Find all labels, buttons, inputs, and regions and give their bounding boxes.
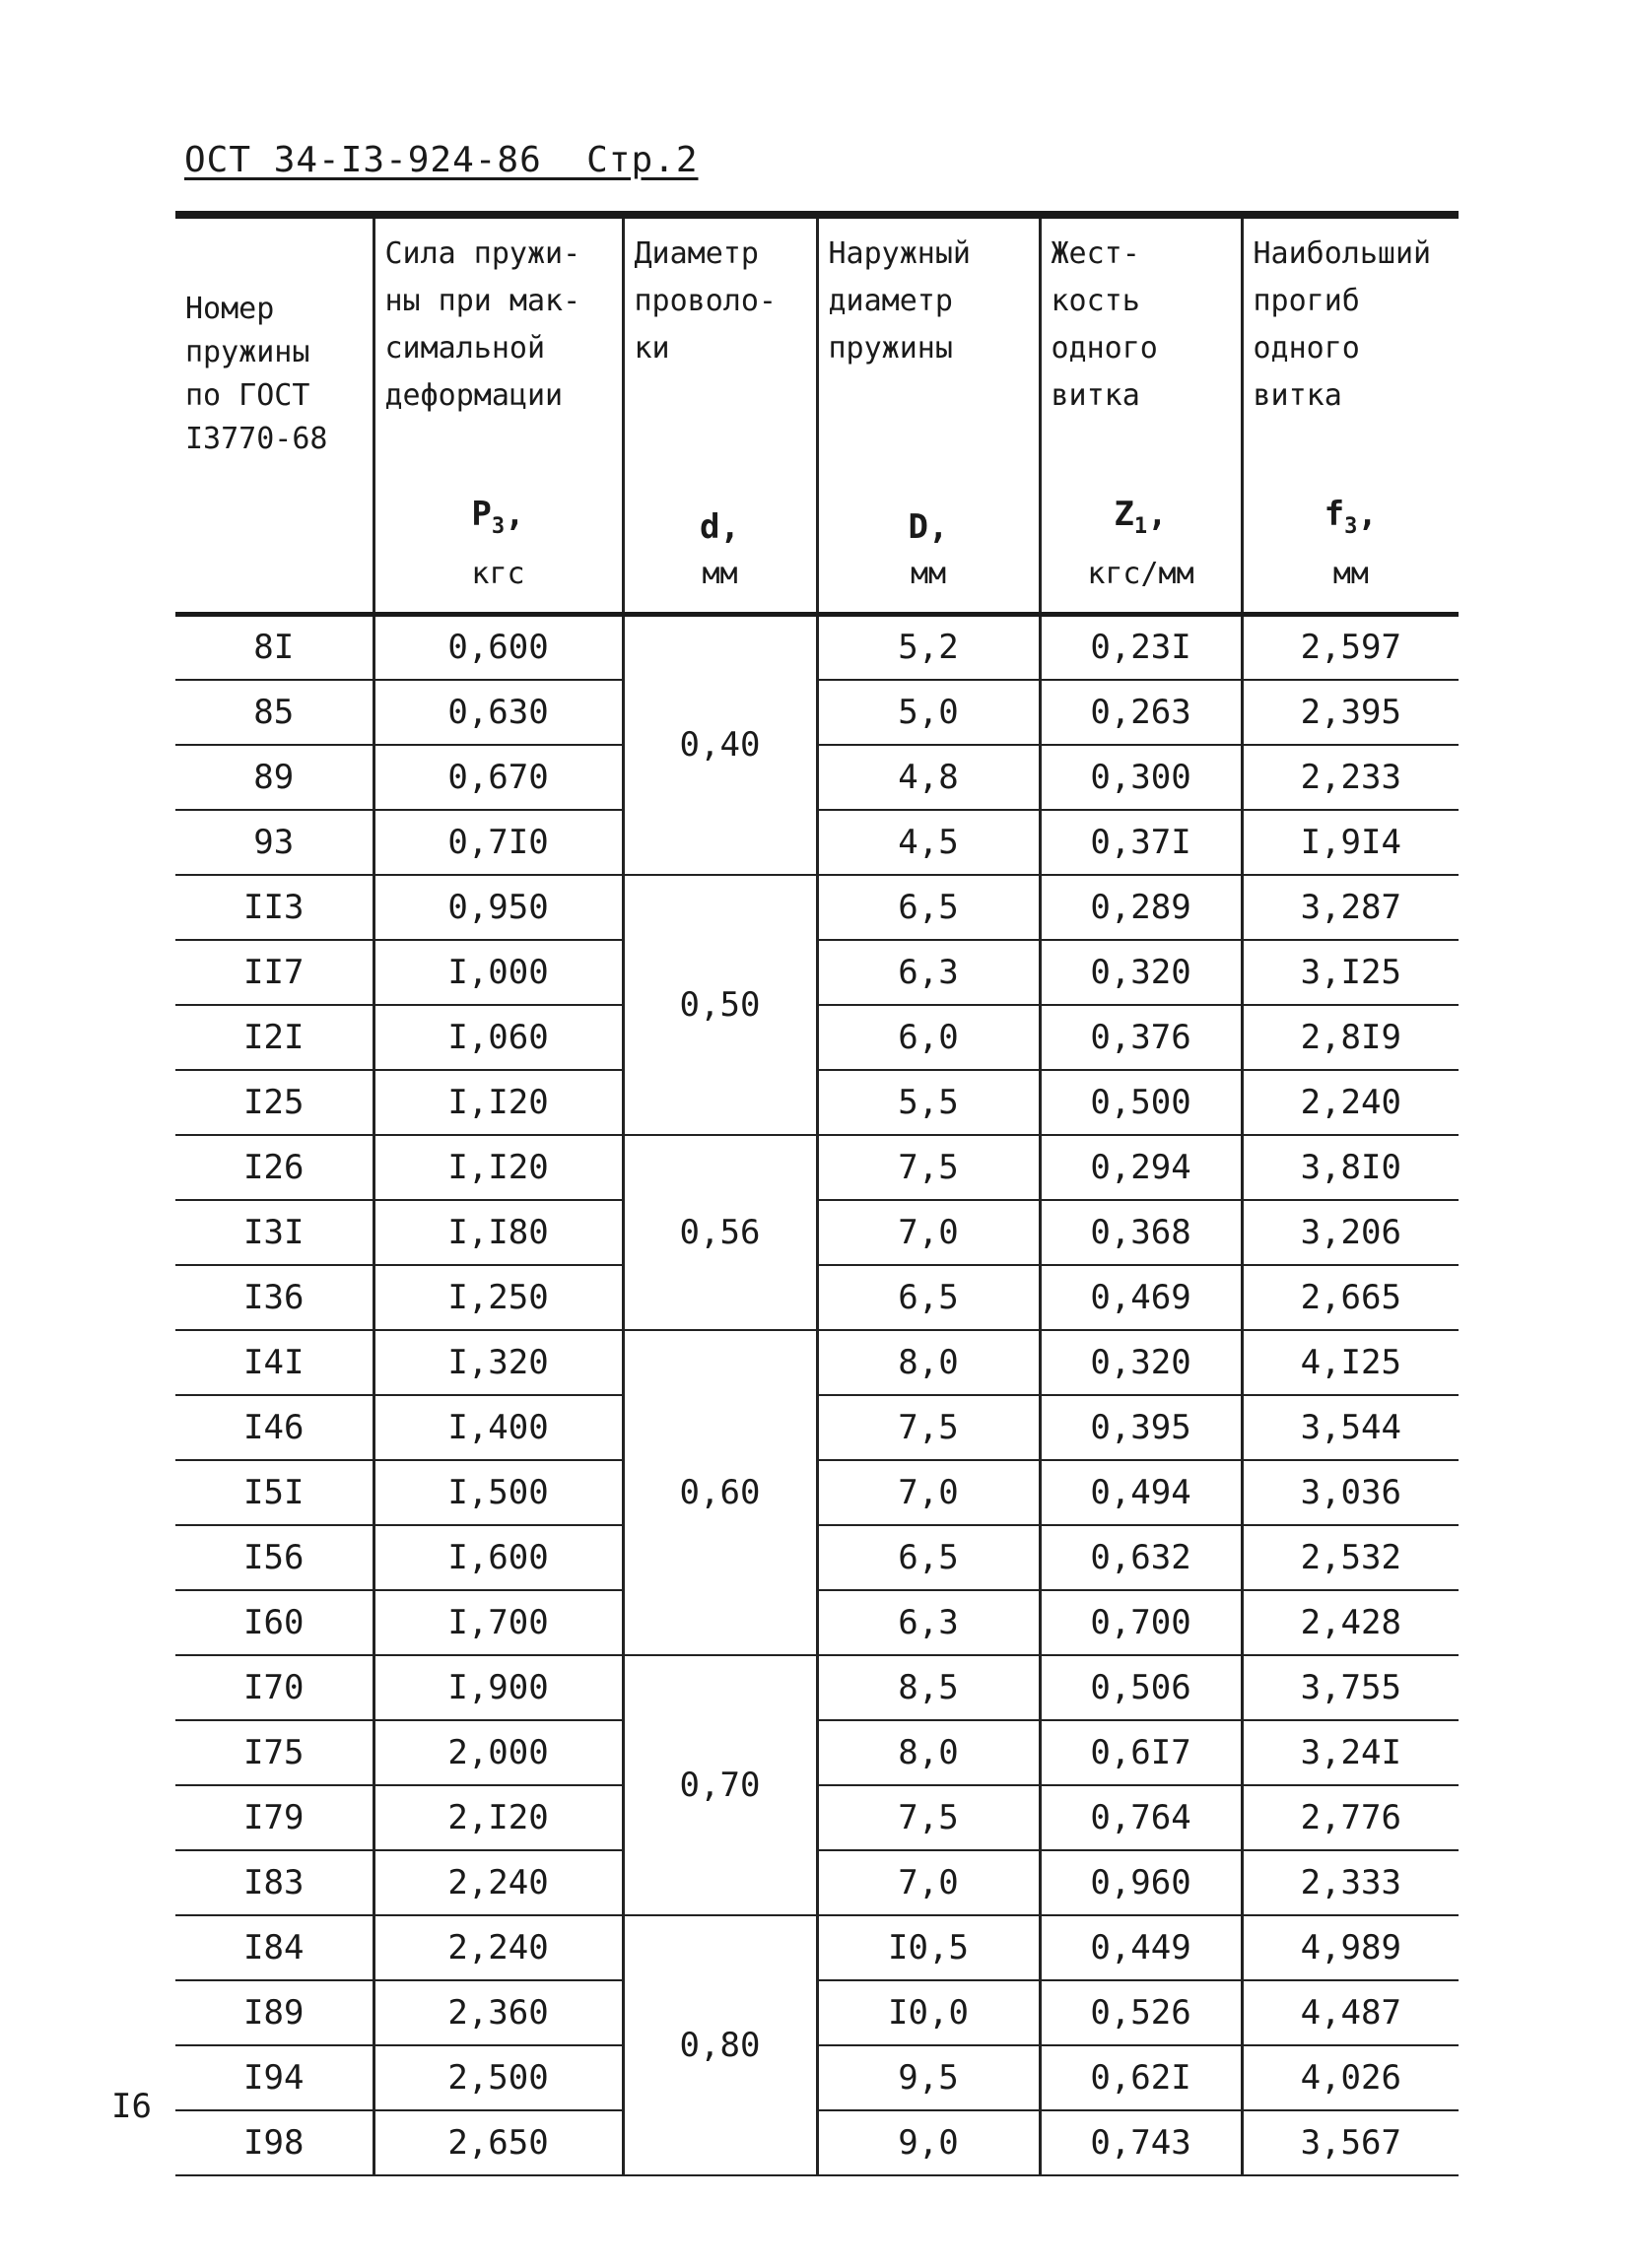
column-header-spring-number [175, 215, 374, 615]
cell-coil-stiffness: 0,449 [1040, 1915, 1242, 1980]
cell-coil-deflection: 3,8I0 [1242, 1135, 1459, 1200]
cell-outer-diameter: 8,0 [817, 1330, 1040, 1395]
table-row [175, 1460, 1459, 1525]
cell-outer-diameter: I0,0 [817, 1980, 1040, 2045]
cell-outer-diameter: 4,8 [817, 745, 1040, 810]
cell-spring-force: 2,240 [374, 1915, 623, 1980]
column-header-wire-diameter [623, 215, 817, 615]
cell-spring-force: 2,500 [374, 2045, 623, 2110]
cell-coil-deflection: 3,24I [1242, 1720, 1459, 1785]
cell-spring-force: I,I20 [374, 1135, 623, 1200]
cell-outer-diameter: 6,5 [817, 1525, 1040, 1590]
cell-coil-deflection: 3,I25 [1242, 940, 1459, 1005]
symbol-letter: P [471, 495, 492, 535]
cell-coil-stiffness: 0,376 [1040, 1005, 1242, 1070]
cell-spring-force: 0,630 [374, 680, 623, 745]
cell-outer-diameter: 5,0 [817, 680, 1040, 745]
cell-spring-number: I94 [175, 2045, 374, 2110]
column-title-line: ны при мак- [384, 284, 581, 318]
cell-spring-number: 89 [175, 745, 374, 810]
cell-spring-force: I,000 [374, 940, 623, 1005]
cell-coil-stiffness: 0,368 [1040, 1200, 1242, 1265]
cell-outer-diameter: 8,5 [817, 1655, 1040, 1720]
cell-coil-stiffness: 0,494 [1040, 1460, 1242, 1525]
cell-wire-diameter: 0,70 [623, 1655, 817, 1915]
table-row [175, 1395, 1459, 1460]
column-unit: кгс [471, 557, 525, 591]
cell-coil-stiffness: 0,632 [1040, 1525, 1242, 1590]
column-title-line: деформации [384, 378, 564, 413]
symbol-subscript: 1 [1133, 514, 1148, 539]
table-row [175, 1655, 1459, 1720]
column-title-line: витка [1253, 378, 1342, 413]
cell-coil-stiffness: 0,469 [1040, 1265, 1242, 1330]
cell-coil-stiffness: 0,500 [1040, 1070, 1242, 1135]
cell-coil-deflection: 3,755 [1242, 1655, 1459, 1720]
cell-coil-deflection: 2,776 [1242, 1785, 1459, 1850]
column-title-line: Наибольший [1253, 236, 1432, 271]
column-title-line: ки [634, 331, 670, 366]
cell-coil-stiffness: 0,263 [1040, 680, 1242, 745]
cell-wire-diameter: 0,40 [623, 615, 817, 875]
cell-coil-deflection: 2,428 [1242, 1590, 1459, 1655]
document-header: ОСТ 34-I3-924-86 Стр.2 [184, 140, 699, 180]
cell-coil-deflection: 4,487 [1242, 1980, 1459, 2045]
cell-spring-number: II7 [175, 940, 374, 1005]
cell-spring-number: I83 [175, 1850, 374, 1915]
column-title-line: Номер [185, 292, 275, 326]
table-body [175, 615, 1459, 2175]
column-title-line: пружины [185, 335, 310, 369]
column-title-line: Наружный [828, 236, 971, 271]
table-row [175, 1525, 1459, 1590]
column-title-line: по ГОСТ [185, 378, 310, 413]
cell-spring-force: 0,670 [374, 745, 623, 810]
column-symbol: D, [908, 507, 949, 547]
cell-spring-force: I,060 [374, 1005, 623, 1070]
cell-spring-force: 2,650 [374, 2110, 623, 2175]
cell-outer-diameter: 6,3 [817, 1590, 1040, 1655]
table-row [175, 615, 1459, 680]
cell-spring-number: II3 [175, 875, 374, 940]
cell-spring-number: I5I [175, 1460, 374, 1525]
cell-outer-diameter: 5,5 [817, 1070, 1040, 1135]
cell-spring-force: I,600 [374, 1525, 623, 1590]
cell-coil-deflection: 3,036 [1242, 1460, 1459, 1525]
column-symbol: $P_3$, [471, 495, 525, 539]
column-unit: кгс/мм [1087, 557, 1194, 591]
symbol-letter: f [1324, 495, 1345, 535]
cell-outer-diameter: 7,5 [817, 1135, 1040, 1200]
column-title-line: симальной [384, 331, 546, 366]
table-row [175, 1785, 1459, 1850]
cell-coil-deflection: 2,333 [1242, 1850, 1459, 1915]
symbol-letter: D [908, 507, 928, 547]
table-row [175, 1265, 1459, 1330]
cell-coil-deflection: 2,395 [1242, 680, 1459, 745]
cell-spring-number: I98 [175, 2110, 374, 2175]
cell-spring-force: 0,7I0 [374, 810, 623, 875]
table-row [175, 1980, 1459, 2045]
cell-spring-force: I,I80 [374, 1200, 623, 1265]
table-row [175, 810, 1459, 875]
column-title-line: Жест- [1051, 236, 1140, 271]
cell-spring-force: I,I20 [374, 1070, 623, 1135]
cell-spring-force: 2,000 [374, 1720, 623, 1785]
cell-outer-diameter: 7,5 [817, 1785, 1040, 1850]
column-title-line: кость [1051, 284, 1140, 318]
symbol-letter: d [700, 507, 720, 547]
page-number: I6 [111, 2087, 152, 2126]
cell-spring-number: I25 [175, 1070, 374, 1135]
column-header-outer-diameter [817, 215, 1040, 615]
column-symbol: $f_3$, [1324, 495, 1378, 539]
cell-coil-stiffness: 0,37I [1040, 810, 1242, 875]
cell-spring-number: I56 [175, 1525, 374, 1590]
cell-coil-stiffness: 0,743 [1040, 2110, 1242, 2175]
cell-spring-number: I84 [175, 1915, 374, 1980]
cell-coil-stiffness: 0,320 [1040, 1330, 1242, 1395]
cell-wire-diameter: 0,60 [623, 1330, 817, 1655]
cell-spring-force: I,700 [374, 1590, 623, 1655]
cell-spring-force: I,320 [374, 1330, 623, 1395]
cell-coil-deflection: 2,240 [1242, 1070, 1459, 1135]
cell-spring-force: I,250 [374, 1265, 623, 1330]
cell-spring-force: 0,950 [374, 875, 623, 940]
cell-outer-diameter: I0,5 [817, 1915, 1040, 1980]
cell-outer-diameter: 5,2 [817, 615, 1040, 680]
cell-spring-number: I46 [175, 1395, 374, 1460]
cell-spring-force: 2,240 [374, 1850, 623, 1915]
column-title-line: Диаметр [634, 236, 759, 271]
cell-coil-deflection: 2,8I9 [1242, 1005, 1459, 1070]
cell-wire-diameter: 0,56 [623, 1135, 817, 1330]
column-title-line: прогиб [1253, 284, 1360, 318]
table-row [175, 1850, 1459, 1915]
column-title-line: диаметр [828, 284, 953, 318]
cell-spring-force: 2,360 [374, 1980, 623, 2045]
cell-spring-number: I89 [175, 1980, 374, 2045]
table-header [175, 215, 1459, 615]
table-row [175, 1330, 1459, 1395]
cell-coil-stiffness: 0,300 [1040, 745, 1242, 810]
cell-coil-stiffness: 0,62I [1040, 2045, 1242, 2110]
symbol-subscript: 3 [1344, 514, 1358, 539]
cell-coil-deflection: I,9I4 [1242, 810, 1459, 875]
cell-coil-deflection: 3,206 [1242, 1200, 1459, 1265]
cell-spring-number: I75 [175, 1720, 374, 1785]
symbol-letter: Z [1114, 495, 1134, 535]
column-title-line: проволо- [634, 284, 777, 318]
cell-outer-diameter: 7,0 [817, 1850, 1040, 1915]
cell-coil-deflection: 2,532 [1242, 1525, 1459, 1590]
cell-outer-diameter: 6,5 [817, 875, 1040, 940]
cell-coil-stiffness: 0,23I [1040, 615, 1242, 680]
cell-coil-deflection: 3,567 [1242, 2110, 1459, 2175]
cell-spring-number: I60 [175, 1590, 374, 1655]
table-row [175, 1720, 1459, 1785]
cell-spring-number: I26 [175, 1135, 374, 1200]
cell-coil-deflection: 3,287 [1242, 875, 1459, 940]
cell-coil-stiffness: 0,6I7 [1040, 1720, 1242, 1785]
table-row [175, 1070, 1459, 1135]
column-symbol: d, [700, 507, 740, 547]
cell-coil-stiffness: 0,960 [1040, 1850, 1242, 1915]
cell-spring-number: 85 [175, 680, 374, 745]
column-title-line: I3770-68 [185, 422, 328, 456]
cell-outer-diameter: 9,5 [817, 2045, 1040, 2110]
table-row [175, 940, 1459, 1005]
cell-outer-diameter: 6,0 [817, 1005, 1040, 1070]
column-unit: мм [1332, 557, 1369, 591]
cell-coil-stiffness: 0,506 [1040, 1655, 1242, 1720]
cell-outer-diameter: 7,0 [817, 1200, 1040, 1265]
column-header-spring-force [374, 215, 623, 615]
cell-outer-diameter: 7,0 [817, 1460, 1040, 1525]
column-header-coil-stiffness [1040, 215, 1242, 615]
cell-spring-force: 2,I20 [374, 1785, 623, 1850]
cell-spring-number: I2I [175, 1005, 374, 1070]
cell-spring-number: I79 [175, 1785, 374, 1850]
table-row [175, 2110, 1459, 2175]
cell-spring-number: I3I [175, 1200, 374, 1265]
cell-spring-number: I4I [175, 1330, 374, 1395]
column-unit: мм [702, 557, 738, 591]
cell-outer-diameter: 7,5 [817, 1395, 1040, 1460]
cell-coil-stiffness: 0,289 [1040, 875, 1242, 940]
cell-spring-force: I,500 [374, 1460, 623, 1525]
cell-spring-number: 8I [175, 615, 374, 680]
table-row [175, 875, 1459, 940]
column-unit: мм [910, 557, 947, 591]
cell-wire-diameter: 0,80 [623, 1915, 817, 2175]
column-title-line: одного [1253, 331, 1360, 366]
column-title-line: пружины [828, 331, 953, 366]
table-row [175, 745, 1459, 810]
table-row [175, 1915, 1459, 1980]
spring-spec-table [175, 211, 1459, 2176]
cell-outer-diameter: 8,0 [817, 1720, 1040, 1785]
column-title-line: одного [1051, 331, 1158, 366]
table-row [175, 1005, 1459, 1070]
column-symbol: $Z_1$, [1114, 495, 1168, 539]
cell-coil-stiffness: 0,320 [1040, 940, 1242, 1005]
cell-coil-deflection: 4,026 [1242, 2045, 1459, 2110]
cell-outer-diameter: 6,3 [817, 940, 1040, 1005]
cell-coil-deflection: 4,989 [1242, 1915, 1459, 1980]
cell-coil-deflection: 2,665 [1242, 1265, 1459, 1330]
cell-spring-force: I,400 [374, 1395, 623, 1460]
cell-coil-deflection: 4,I25 [1242, 1330, 1459, 1395]
column-title-line: витка [1051, 378, 1140, 413]
symbol-subscript: 3 [491, 514, 506, 539]
cell-spring-force: I,900 [374, 1655, 623, 1720]
cell-wire-diameter: 0,50 [623, 875, 817, 1135]
cell-spring-force: 0,600 [374, 615, 623, 680]
column-header-coil-deflection [1242, 215, 1459, 615]
cell-coil-deflection: 2,597 [1242, 615, 1459, 680]
cell-coil-stiffness: 0,700 [1040, 1590, 1242, 1655]
cell-spring-number: I36 [175, 1265, 374, 1330]
table-row [175, 1590, 1459, 1655]
column-title-line: Сила пружи- [384, 236, 581, 271]
cell-outer-diameter: 9,0 [817, 2110, 1040, 2175]
cell-spring-number: 93 [175, 810, 374, 875]
table-row [175, 1135, 1459, 1200]
table-row [175, 2045, 1459, 2110]
cell-coil-stiffness: 0,764 [1040, 1785, 1242, 1850]
cell-outer-diameter: 6,5 [817, 1265, 1040, 1330]
cell-coil-deflection: 3,544 [1242, 1395, 1459, 1460]
cell-outer-diameter: 4,5 [817, 810, 1040, 875]
table-row [175, 680, 1459, 745]
cell-coil-stiffness: 0,526 [1040, 1980, 1242, 2045]
cell-spring-number: I70 [175, 1655, 374, 1720]
cell-coil-stiffness: 0,395 [1040, 1395, 1242, 1460]
table-row [175, 1200, 1459, 1265]
cell-coil-stiffness: 0,294 [1040, 1135, 1242, 1200]
cell-coil-deflection: 2,233 [1242, 745, 1459, 810]
